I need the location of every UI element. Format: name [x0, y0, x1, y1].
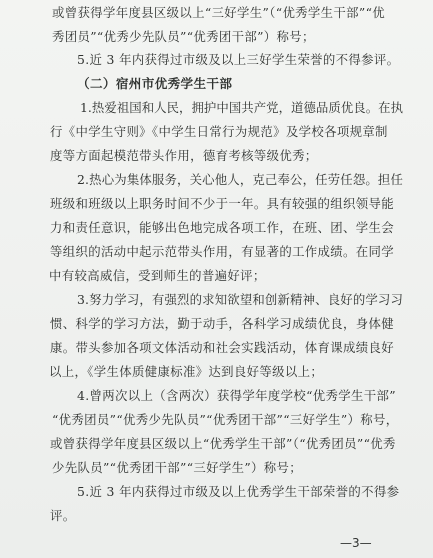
text-line: 力和责任意识，能够出色地完成各项工作，在班、团、学生会 [50, 220, 394, 235]
text-line: 班级和班级以上职务时间不少于一年。具有较强的组织领导能 [50, 196, 394, 211]
text-line: 等组织的活动中起示范带头作用，有显著的工作成绩。在同学 [50, 244, 394, 259]
text-line: 5.近 3 年内获得过市级及以上优秀学生干部荣誉的不得参 [77, 484, 400, 499]
text-line: 2.热心为集体服务，关心他人，克己奉公，任劳任怨。担任 [77, 172, 404, 187]
text-line: 以上，《学生体质健康标准》达到良好等级以上； [49, 364, 324, 379]
text-line: 或曾获得学年度县区级以上“优秀学生干部”（“优秀团员”“优秀 [50, 436, 396, 451]
text-line: 3.努力学习，有强烈的求知欲望和创新精神、良好的学习习 [77, 292, 404, 307]
text-line: 康。带头参加各项文体活动和社会实践活动，体育课成绩良好 [50, 340, 394, 355]
text-line: 1.热爱祖国和人民，拥护中国共产党，道德品质优良。在执 [80, 100, 404, 115]
section-heading: （二）宿州市优秀学生干部 [77, 76, 233, 91]
text-line: 行《中学生守则》《中学生日常行为规范》及学校各项规章制 [50, 124, 388, 139]
text-line: “优秀团员”“优秀少先队员”“优秀团干部”“三好学生”）称号， [52, 412, 399, 427]
page-number: —3— [340, 536, 372, 550]
text-line: 少先队员”“优秀团干部”“三好学生”）称号； [52, 460, 303, 475]
text-line: 或曾获得学年度县区级以上“三好学生”（“优秀学生干部”“优 [52, 5, 385, 20]
text-line: 惯、科学的学习方法，勤于动手，各科学习成绩优良，身体健 [50, 316, 394, 331]
text-line: 评。 [50, 508, 76, 523]
text-line: 秀团员”“优秀少先队员”“优秀团干部”）称号； [52, 29, 315, 44]
text-line: 度等方面起模范带头作用，德育考核等级优秀； [50, 148, 318, 163]
text-line: 中有较高威信，受到师生的普遍好评； [49, 268, 266, 283]
text-line: 5.近 3 年内获得过市级及以上三好学生荣誉的不得参评。 [77, 52, 400, 67]
text-line: 4.曾两次以上（含两次）获得学年度学校“优秀学生干部” [77, 388, 396, 403]
